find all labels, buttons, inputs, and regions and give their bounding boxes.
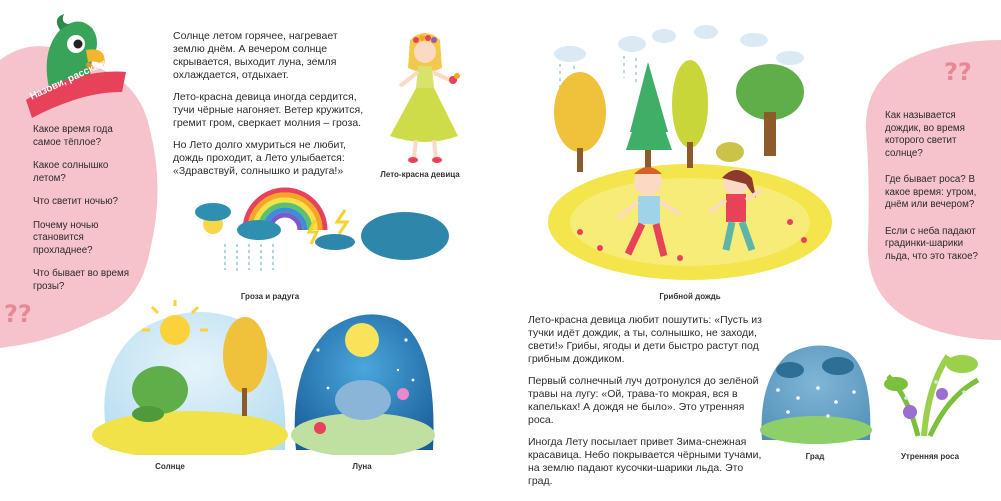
caption-dew: Утренняя роса xyxy=(900,452,960,461)
caption-moon: Луна xyxy=(352,462,372,471)
question-1: Какое время года самое тёплое? xyxy=(33,124,113,148)
question-r1: Как называется дождик, во время которого светит солнце? xyxy=(885,110,965,159)
paragraph-r2: Первый солнечный луч дотронулся до зелёной травы на лугу: «Ой, трава-то мокрая, вся в капельках! А дождя не было». Это утренняя роса. xyxy=(528,375,759,426)
sun-illustration xyxy=(90,300,290,455)
question-5: Что бывает во время грозы? xyxy=(33,268,130,292)
question-r2: Где бывает роса? В какое время: утром, днём или вечером? xyxy=(885,174,977,210)
left-questions xyxy=(33,124,133,304)
summer-girl-illustration xyxy=(380,28,470,166)
hail-illustration xyxy=(758,340,873,445)
caption-hail: Град xyxy=(805,452,825,461)
question-marks-icon: ?? xyxy=(4,300,32,328)
caption-sun: Солнце xyxy=(155,462,185,471)
caption-girl: Лето-красна девица xyxy=(380,170,460,179)
dew-illustration xyxy=(878,336,988,446)
question-marks-icon-right: ?? xyxy=(944,58,972,86)
caption-mushroom-rain: Грибной дождь xyxy=(659,292,721,301)
question-3: Что светит ночью? xyxy=(33,196,119,207)
question-r3: Если с неба падают градинки-шарики льда, что это такое? xyxy=(885,225,978,262)
caption-storm: Гроза и радуга xyxy=(240,292,300,301)
paragraph-r3: Иногда Лету посылает привет Зима-снежная красавица. Небо покрывается чёрными тучами, на землю падают кусочки-шарики льда. Это град. xyxy=(528,436,762,487)
paragraph-3: Но Лето долго хмуриться не любит, дождь проходит, а Лето улыбается: «Здравствуй, солнышко и радуга!» xyxy=(173,139,346,177)
right-text xyxy=(528,314,763,497)
storm-rainbow-illustration xyxy=(185,170,450,285)
paragraph-1: Солнце летом горячее, нагревает землю днём. А вечером солнце скрывается, выходит луна, земля охлаждается, отдыхает. xyxy=(173,30,338,81)
mushroom-rain-illustration xyxy=(540,22,840,290)
paragraph-r1: Лето-красна девица любит пошутить: «Пусть из тучки идёт дождик, а ты, солнышко, не заходи, свети!» Грибы, ягоды и дети быстро растут под грибным дождиком. xyxy=(528,314,762,365)
left-text xyxy=(173,30,368,187)
paragraph-2: Лето-красна девица иногда сердится, тучи чёрные нагоняет. Ветер кружится, гремит гром, сверкает молния – гроза. xyxy=(173,91,364,129)
moon-illustration xyxy=(288,300,438,455)
right-questions xyxy=(885,110,983,274)
question-4: Почему ночью становится прохладнее? xyxy=(33,219,99,256)
question-2: Какое солнышко летом? xyxy=(33,160,109,184)
badge-label: Назови, расскажи! xyxy=(28,53,116,103)
